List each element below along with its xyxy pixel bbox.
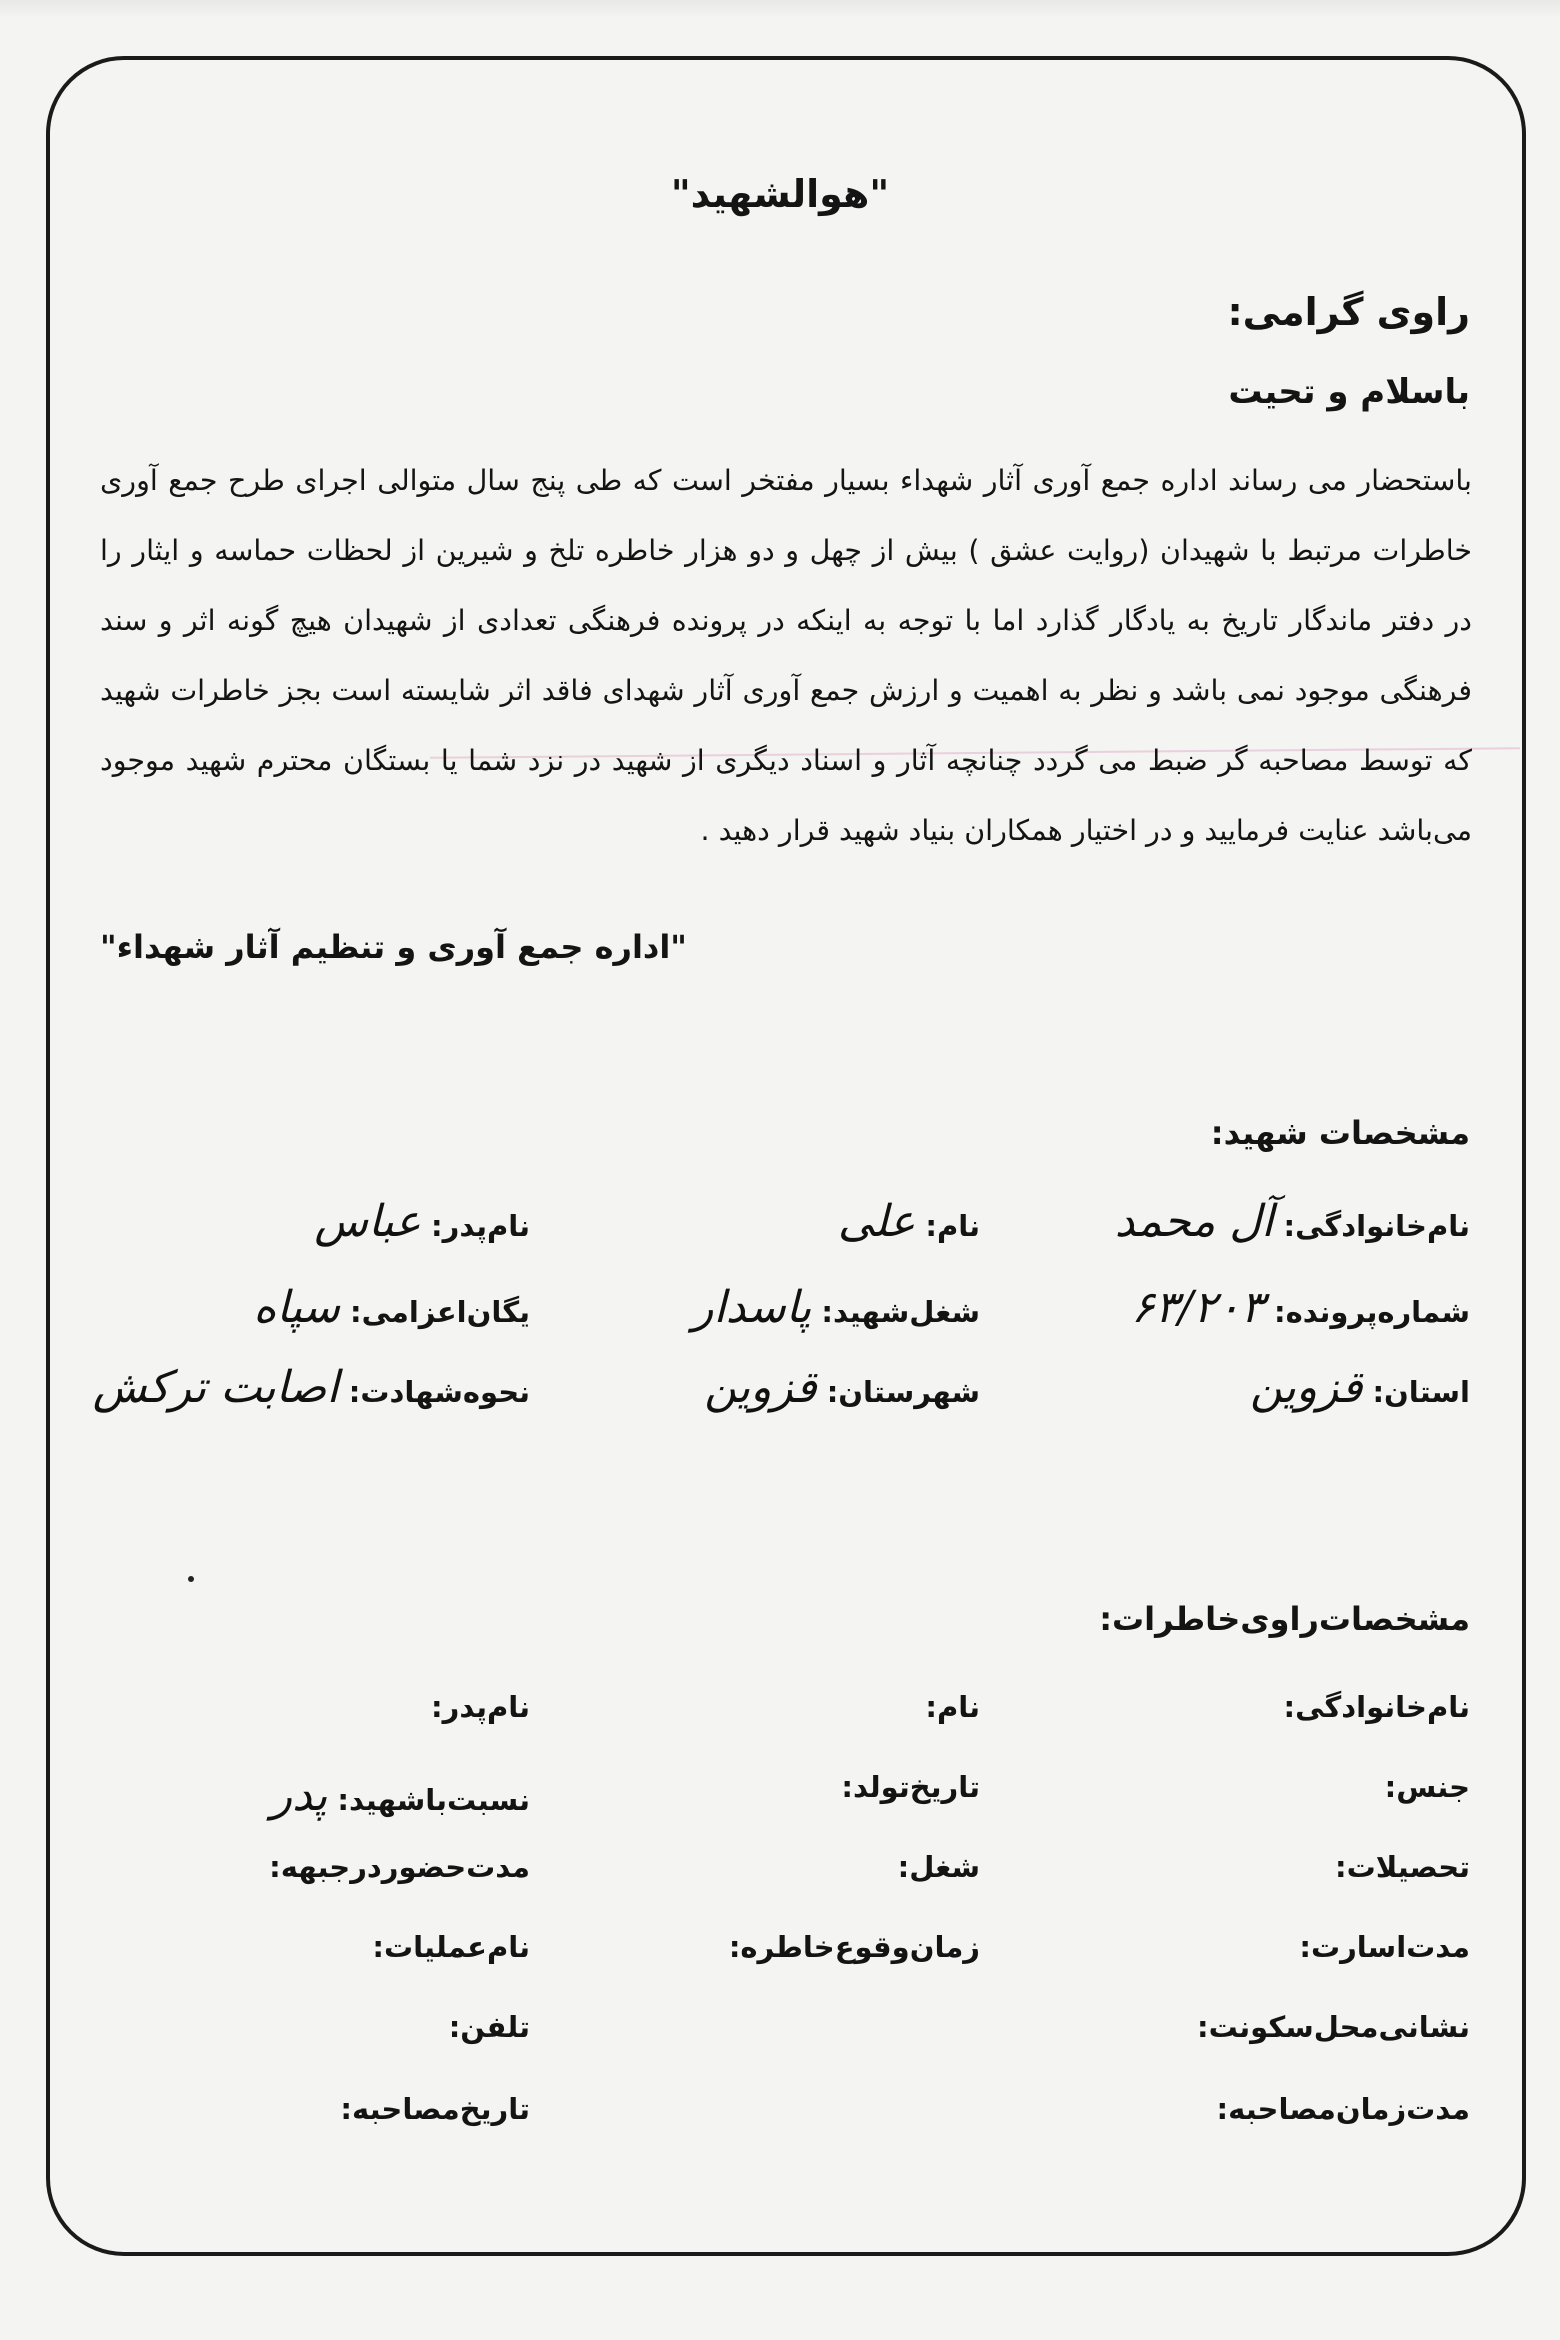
- letter-body: باستحضار می رساند اداره جمع آوری آثار شهداء بسیار مفتخر است که طی پنج سال متوالی اجرای طرح جمع آوری خاطرات مرتبط با شهیدان (روایت عشق ) بیش از چهل و دو هزار خاطره تلخ و شیرین از لحظات حماسه و ایثار را در دفتر ماندگار تاریخ به یادگار گذارد اما با توجه به اینکه در پرونده فرهنگی تعدادی از شهیدان هیچ گونه اثر و سند فرهنگی موجود نمی باشد و نظر به اهمیت و ارزش جمع آوری آثار شهدای فاقد اثر شایسته است بجز خاطرات شهید که توسط مصاحبه گر ضبط می گردد چنانچه آثار و اسناد دیگری از شهید در نزد شما یا بستگان محترم شهید موجود می‌باشد عنایت فرمایید و در اختیار همکاران بنیاد شهید قرار دهید .: [100, 464, 1472, 847]
- narrator-first-name-field: [925, 1690, 980, 1724]
- page-title: "هوالشهید": [670, 172, 890, 216]
- narrator-captivity-duration-field: [1299, 1930, 1470, 1964]
- signoff: "اداره جمع آوری و تنظیم آثار شهداء": [100, 928, 687, 966]
- field-label: نام:: [925, 1209, 980, 1243]
- field-value: علی: [837, 1196, 916, 1247]
- narrator-family-name-field: [1283, 1690, 1470, 1724]
- field-label: مدت‌زمان‌مصاحبه:: [1216, 2092, 1470, 2126]
- martyr-file-number-field: [1131, 1282, 1470, 1333]
- narrator-front-duration-field: [269, 1850, 530, 1884]
- field-label: زمان‌وقوع‌خاطره:: [728, 1930, 980, 1964]
- field-label: نام‌پدر:: [431, 1209, 530, 1243]
- field-value: پاسدار: [692, 1282, 812, 1333]
- martyr-province-field: [1250, 1362, 1470, 1413]
- field-value: قزوین: [704, 1362, 817, 1413]
- martyr-first-name-field: [838, 1196, 980, 1247]
- scan-edge: [0, 0, 1560, 18]
- field-value: پدر: [270, 1770, 328, 1821]
- narrator-interview-duration-field: [1217, 2092, 1470, 2126]
- martyr-city-field: [704, 1362, 980, 1413]
- martyr-occupation-field: [692, 1282, 980, 1333]
- field-label: تاریخ‌تولد:: [841, 1770, 980, 1804]
- narrator-birth-date-field: [841, 1770, 980, 1804]
- field-label: استان:: [1372, 1375, 1470, 1409]
- field-label: نام‌پدر:: [431, 1690, 530, 1724]
- field-label: نام‌عملیات:: [372, 1930, 530, 1964]
- field-value: اصابت ترکش: [92, 1362, 339, 1413]
- martyr-father-name-field: [314, 1196, 530, 1247]
- field-label: نشانی‌محل‌سکونت:: [1196, 2010, 1470, 2044]
- martyr-family-name-field: [1115, 1196, 1470, 1247]
- narrator-address-field: [1197, 2010, 1470, 2044]
- field-value: قزوین: [1250, 1362, 1363, 1413]
- ink-dot: [188, 1576, 194, 1582]
- addressee-heading: راوی گرامی:: [1227, 290, 1470, 334]
- narrator-section-title: مشخصات‌راوی‌خاطرات:: [1099, 1600, 1470, 1638]
- martyr-section-title: مشخصات شهید:: [1210, 1114, 1470, 1152]
- narrator-memory-time-field: [729, 1930, 980, 1964]
- field-value: عباس: [314, 1196, 422, 1247]
- field-label: یگان‌اعزامی:: [349, 1295, 530, 1329]
- narrator-phone-field: [449, 2010, 530, 2044]
- narrator-job-field: [898, 1850, 980, 1884]
- field-label: شماره‌پرونده:: [1274, 1295, 1470, 1329]
- field-value: آل محمد: [1114, 1196, 1274, 1247]
- narrator-gender-field: [1385, 1770, 1470, 1804]
- greeting-heading: باسلام و تحیت: [1228, 372, 1470, 412]
- field-label: نام‌خانوادگی:: [1283, 1209, 1470, 1243]
- martyr-martyrdom-manner-field: [93, 1362, 530, 1413]
- narrator-interview-date-field: [340, 2092, 530, 2126]
- field-label: مدت‌اسارت:: [1299, 1930, 1470, 1964]
- narrator-relation-field: [271, 1770, 530, 1821]
- field-label: شغل:: [897, 1850, 980, 1884]
- field-label: مدت‌حضوردرجبهه:: [269, 1850, 530, 1884]
- narrator-father-name-field: [431, 1690, 530, 1724]
- field-label: تاریخ‌مصاحبه:: [340, 2092, 530, 2126]
- narrator-education-field: [1335, 1850, 1470, 1884]
- field-label: تحصیلات:: [1335, 1850, 1470, 1884]
- field-value: سپاه: [253, 1282, 340, 1333]
- narrator-operation-name-field: [372, 1930, 530, 1964]
- field-label: شغل‌شهید:: [821, 1295, 980, 1329]
- martyr-dispatch-unit-field: [253, 1282, 530, 1333]
- field-label: شهرستان:: [826, 1375, 980, 1409]
- field-value: ۶۳/۲۰۳: [1131, 1282, 1265, 1333]
- field-label: نحوه‌شهادت:: [348, 1375, 530, 1409]
- field-label: نسبت‌باشهید:: [337, 1783, 530, 1817]
- field-label: نام:: [925, 1690, 980, 1724]
- field-label: تلفن:: [448, 2010, 530, 2044]
- field-label: جنس:: [1384, 1770, 1470, 1804]
- field-label: نام‌خانوادگی:: [1283, 1690, 1470, 1724]
